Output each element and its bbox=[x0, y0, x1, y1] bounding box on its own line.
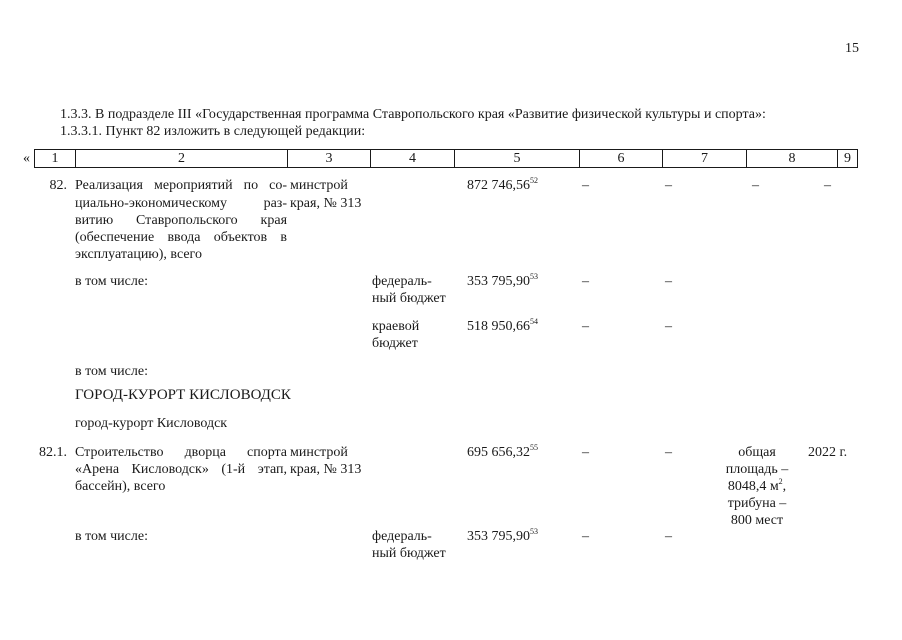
row-82-col6-dash: – bbox=[582, 178, 589, 193]
row-82-1-result-line-2: площадь – bbox=[725, 462, 789, 477]
row-82-1-amount-note: 55 bbox=[530, 443, 538, 452]
row-82-executor-line-1: минстрой bbox=[290, 178, 348, 193]
page-number: 15 bbox=[845, 41, 859, 56]
row-82-1-name-line-3: бассейн), всего bbox=[75, 479, 166, 494]
row-82-name-line-4: (обеспечение ввода объектов в bbox=[75, 230, 288, 245]
row-82-amount: 872 746,56$^{52}$ bbox=[467, 176, 538, 193]
row-82-amount-note: 52 bbox=[530, 176, 538, 185]
row-82-1-executor-line-2: края, № 313 bbox=[290, 462, 362, 477]
intro-line-1: 1.3.3. В подразделе III «Государственная программа Ставропольского края «Развитие физической культуры и спорта»: bbox=[60, 107, 766, 122]
row-82-col8-dash: – bbox=[752, 178, 759, 193]
row-82-name-line-3: витию Ставропольского края bbox=[75, 213, 288, 228]
column-header-9: 9 bbox=[844, 151, 851, 166]
row-82-1-fed-amount-note: 53 bbox=[530, 527, 538, 536]
column-header-7: 7 bbox=[663, 150, 747, 167]
row-82-1-year: 2022 г. bbox=[808, 445, 848, 460]
row-82-1-result-line-4: трибуна – bbox=[727, 496, 787, 511]
row-82-col9-dash: – bbox=[824, 178, 831, 193]
row-82-reg-col6-dash: – bbox=[582, 319, 589, 334]
row-82-1-fed-source-line-1: федераль- bbox=[372, 529, 432, 544]
intro-line-2: 1.3.3.1. Пункт 82 изложить в следующей редакции: bbox=[60, 124, 366, 139]
city-heading: ГОРОД-КУРОРТ КИСЛОВОДСК bbox=[75, 387, 291, 403]
row-82-1-col7-dash: – bbox=[665, 445, 672, 460]
column-header-3: 3 bbox=[288, 150, 371, 167]
row-82-fed-source-line-1: федераль- bbox=[372, 274, 432, 289]
row-82-1-result-line-3: 8048,4 $м^2$, bbox=[727, 477, 787, 494]
column-header-6: 6 bbox=[580, 150, 663, 167]
row-82-1-fed-col6-dash: – bbox=[582, 529, 589, 544]
row-82-fed-col7-dash: – bbox=[665, 274, 672, 289]
opening-quote-mark: « bbox=[23, 151, 30, 166]
row-82-reg-amount: 518 950,66$^{54}$ bbox=[467, 317, 538, 334]
row-82-1-result-line-5: 800 мест bbox=[730, 513, 784, 528]
city-subheading: город-курорт Кисловодск bbox=[75, 416, 228, 431]
row-82-1-result-line-1: общая bbox=[738, 445, 776, 460]
row-82-fed-label: в том числе: bbox=[75, 274, 148, 289]
column-header-row bbox=[34, 149, 858, 168]
row-82-1-executor-line-1: минстрой bbox=[290, 445, 348, 460]
row-82-1-number: 82.1. bbox=[39, 445, 67, 460]
row-82-1-name-line-2: «Арена Кисловодск» (1-й этап, bbox=[75, 462, 288, 477]
row-82-1-fed-col7-dash: – bbox=[665, 529, 672, 544]
column-header-5: 5 bbox=[455, 150, 580, 167]
row-82-1-amount: 695 656,32$^{55}$ bbox=[467, 443, 538, 460]
row-82-fed-source-line-2: ный бюджет bbox=[372, 291, 446, 306]
row-82-1-fed-label: в том числе: bbox=[75, 529, 148, 544]
row-82-reg-amount-note: 54 bbox=[530, 317, 538, 326]
row-82-reg-col7-dash: – bbox=[665, 319, 672, 334]
row-82-fed-col6-dash: – bbox=[582, 274, 589, 289]
including-label: в том числе: bbox=[75, 364, 148, 379]
column-header-4: 4 bbox=[371, 150, 455, 167]
row-82-reg-source-line-1: краевой bbox=[372, 319, 420, 334]
row-82-reg-source-line-2: бюджет bbox=[372, 336, 418, 351]
row-82-executor-line-2: края, № 313 bbox=[290, 196, 362, 211]
row-82-1-name-line-1: Строительство дворца спорта bbox=[75, 445, 288, 460]
row-82-name-line-5: эксплуатацию), всего bbox=[75, 247, 202, 262]
row-82-fed-amount: 353 795,90$^{53}$ bbox=[467, 272, 538, 289]
column-header-2: 2 bbox=[76, 150, 288, 167]
column-header-8: 8 bbox=[747, 150, 838, 167]
row-82-fed-amount-note: 53 bbox=[530, 272, 538, 281]
column-header-1: 1 bbox=[35, 150, 76, 167]
row-82-number: 82. bbox=[49, 178, 67, 193]
row-82-1-fed-source-line-2: ный бюджет bbox=[372, 546, 446, 561]
row-82-1-col6-dash: – bbox=[582, 445, 589, 460]
row-82-name-line-1: Реализация мероприятий по со- bbox=[75, 178, 288, 193]
row-82-col7-dash: – bbox=[665, 178, 672, 193]
row-82-name-line-2: циально-экономическому раз- bbox=[75, 196, 287, 211]
row-82-1-fed-amount: 353 795,90$^{53}$ bbox=[467, 527, 538, 544]
